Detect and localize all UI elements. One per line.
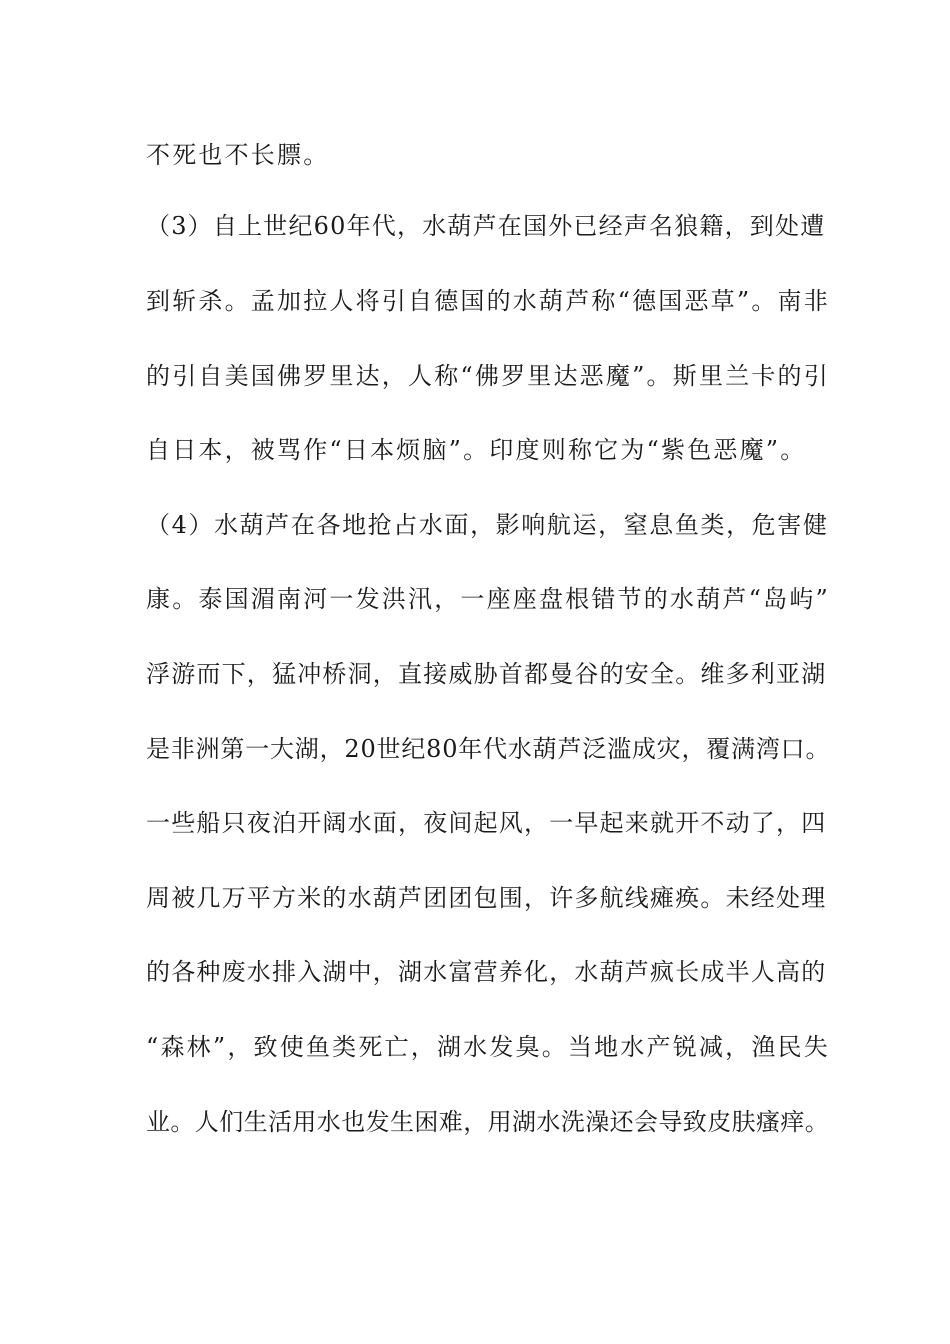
text-line-3: 到斩杀。孟加拉人将引自德国的水葫芦称“德国恶草”。南非 [146,287,830,315]
text-line-1: 不死也不长膘。 [146,141,330,169]
text-line-12: 的各种废水排入湖中，湖水富营养化，水葫芦疯长成半人高的 [146,958,827,986]
text-line-4: 的引自美国佛罗里达，人称“佛罗里达恶魔”。斯里兰卡的引 [146,362,830,390]
text-line-9: 是非洲第一大湖，20世纪80年代水葫芦泛滥成灾，覆满湾口。 [146,735,831,763]
text-line-11: 周被几万平方米的水葫芦团团包围，许多航线瘫痪。未经处理 [146,884,827,912]
text-line-6: （4）水葫芦在各地抢占水面，影响航运，窒息鱼类，危害健 [146,511,829,539]
text-line-7: 康。泰国湄南河一发洪汛，一座座盘根错节的水葫芦“岛屿” [146,585,830,613]
text-line-10: 一些船只夜泊开阔水面，夜间起风，一早起来就开不动了，四 [146,809,827,837]
text-line-5: 自日本，被骂作“日本烦脑”。印度则称它为“紫色恶魔”。 [146,436,807,464]
text-line-2: （3）自上世纪60年代，水葫芦在国外已经声名狼籍，到处遭 [146,212,826,240]
text-line-13: “森林”，致使鱼类死亡，湖水发臭。当地水产锐减，渔民失 [146,1033,830,1061]
text-line-14: 业。人们生活用水也发生困难，用湖水洗澡还会导致皮肤瘙痒。 [146,1108,830,1136]
text-line-8: 浮游而下，猛冲桥洞，直接威胁首都曼谷的安全。维多利亚湖 [146,660,827,688]
